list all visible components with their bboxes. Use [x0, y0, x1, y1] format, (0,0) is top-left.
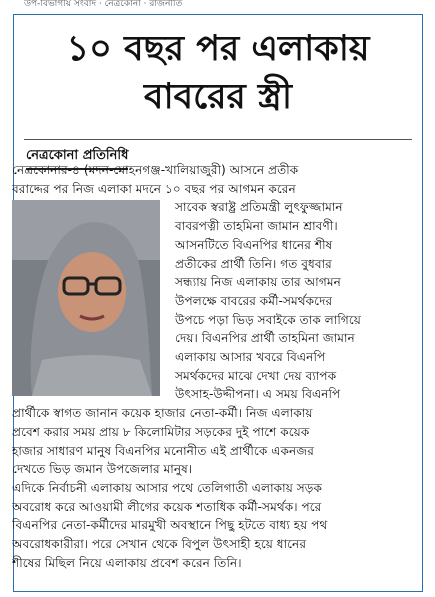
body-line: শীষের মিছিল নিয়ে এলাকায় প্রবেশ করেন তিনি।	[12, 555, 242, 570]
headline-line-1: ১০ বছর পর এলাকায়	[66, 29, 370, 69]
top-clipped-text: উপ-বিভাগীয় সংবাদ · নেত্রকোনা · রাজনীতি	[24, 0, 183, 8]
body-line: নেত্রকোনার-৪ (মদন-মোহনগঞ্জ-খালিয়াজুরী) আসনে প্রতীক	[12, 163, 299, 177]
headline	[20, 25, 416, 121]
body-line: বরাদ্দের পর নিজ এলাকা মদনে ১০ বছর পর আগমন করেন	[12, 181, 296, 196]
headline-line-2: বাবরের স্ত্রী	[144, 77, 292, 117]
body-line: অবরোধ করে আওয়ামী লীগের কয়েক শতাধিক কর্মী-সমর্থক। পরে	[12, 499, 322, 514]
body-line: বিএনপির নেতা-কর্মীদের মারমুখী অবস্থানে পিছু হটতে বাধ্য হয় পথ	[12, 518, 328, 533]
body-line: প্রতীকের প্রার্থী তিনি। গত বুধবার	[175, 256, 332, 271]
body-line: এদিকে নির্বাচনী এলাকায় আসার পথে তেলিগাতী এলাকায় সড়ক	[12, 480, 323, 495]
article-body	[12, 161, 400, 572]
body-line: সাবেক স্বরাষ্ট্র প্রতিমন্ত্রী লুৎফুজ্জামান	[175, 200, 343, 215]
body-line: আসনটিতে বিএনপির ধানের শীষ	[175, 237, 333, 252]
body-line: সন্ধ্যায় নিজ এলাকায় তার আগমন	[175, 275, 341, 290]
body-line: সমর্থকদের মাঝে দেখা দেয় ব্যাপক	[175, 368, 337, 383]
body-line: প্রবেশ করার সময় প্রায় ৮ কিলোমিটার সড়কের দুই পাশে কয়েক	[12, 424, 310, 439]
body-line: অবরোধকারীরা। পরে সেখান থেকে বিপুল উৎসাহী হয়ে ধানের	[12, 537, 307, 552]
body-line: হাজার সাধারণ মানুষ বিএনপির মনোনীত এই প্রার্থীকে একনজর	[12, 443, 314, 458]
body-line: দেখতে ভিড় জমান উপজেলার মানুষ।	[12, 462, 193, 477]
body-line: দেয়। বিএনপির প্রার্থী তাহমিনা জামান	[175, 331, 355, 346]
body-line: উপচে পড়া ভিড় সবাইকে তাক লাগিয়ে	[175, 312, 361, 327]
body-line: উপলক্ষে বাবরের কর্মী-সমর্থকদের	[175, 293, 333, 308]
body-line: বাবরপত্নী তাহমিনা জামান শ্রাবণী।	[175, 219, 338, 234]
byline: নেত্রকোনা প্রতিনিধি	[26, 146, 128, 170]
body-line: এলাকায় আসার খবরে বিএনপি	[175, 350, 326, 365]
body-line: প্রার্থীকে স্বাগত জানান কয়েক হাজার নেতা-কর্মী। নিজ এলাকায়	[12, 406, 313, 421]
body-line: উৎসাহ-উদ্দীপনা। এ সময় বিএনপি	[175, 387, 341, 402]
divider	[24, 139, 412, 140]
